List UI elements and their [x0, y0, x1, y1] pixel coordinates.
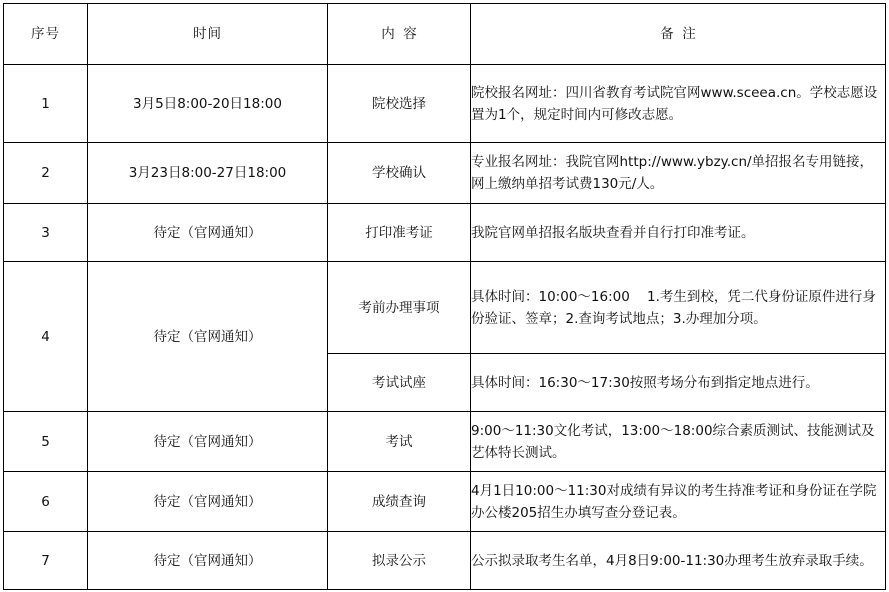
row-seq: 4 [4, 262, 88, 412]
row-seq: 2 [4, 143, 88, 204]
row-note: 具体时间：10:00～16:00 1.考生到校，凭二代身份证原件进行身份验证、签章；2.查询考试地点；3.办理加分项。 [471, 262, 886, 354]
row-content: 考试 [328, 412, 471, 472]
table-header-row [4, 4, 886, 65]
row-time: 3月5日8:00-20日18:00 [88, 65, 328, 143]
row-time: 待定（官网通知） [88, 262, 328, 412]
row-content: 拟录公示 [328, 532, 471, 590]
row-seq: 3 [4, 204, 88, 262]
row-note: 具体时间：16:30～17:30按照考场分布到指定地点进行。 [471, 354, 886, 412]
header-seq: 序号 [4, 4, 88, 65]
row-note: 专业报名网址：我院官网http://www.ybzy.cn/单招报名专用链接，网上缴纳单招考试费130元/人。 [471, 143, 886, 204]
row-note: 公示拟录取考生名单，4月8日9:00-11:30办理考生放弃录取手续。 [471, 532, 886, 590]
table-row [4, 532, 886, 590]
row-time: 待定（官网通知） [88, 204, 328, 262]
row-seq: 1 [4, 65, 88, 143]
table-row [4, 412, 886, 472]
row-content: 考前办理事项 [328, 262, 471, 354]
row-seq: 5 [4, 412, 88, 472]
row-note: 9:00～11:30文化考试，13:00～18:00综合素质测试、技能测试及艺体特长测试。 [471, 412, 886, 472]
header-content: 内 容 [328, 4, 471, 65]
schedule-table [3, 3, 886, 590]
table-row [4, 65, 886, 143]
table-row [4, 204, 886, 262]
row-time: 待定（官网通知） [88, 532, 328, 590]
header-note: 备 注 [471, 4, 886, 65]
row-time: 待定（官网通知） [88, 472, 328, 532]
row-note: 院校报名网址：四川省教育考试院官网www.sceea.cn。学校志愿设置为1个，规定时间内可修改志愿。 [471, 65, 886, 143]
row-content: 打印准考证 [328, 204, 471, 262]
row-time: 3月23日8:00-27日18:00 [88, 143, 328, 204]
row-note: 我院官网单招报名版块查看并自行打印准考证。 [471, 204, 886, 262]
row-content: 学校确认 [328, 143, 471, 204]
row-time: 待定（官网通知） [88, 412, 328, 472]
row-seq: 6 [4, 472, 88, 532]
row-seq: 7 [4, 532, 88, 590]
row-content: 考试试座 [328, 354, 471, 412]
table-row [4, 143, 886, 204]
row-content: 成绩查询 [328, 472, 471, 532]
table-row [4, 262, 886, 354]
row-content: 院校选择 [328, 65, 471, 143]
row-note: 4月1日10:00～11:30对成绩有异议的考生持准考证和身份证在学院办公楼205招生办填写查分登记表。 [471, 472, 886, 532]
table-row [4, 472, 886, 532]
header-time: 时间 [88, 4, 328, 65]
